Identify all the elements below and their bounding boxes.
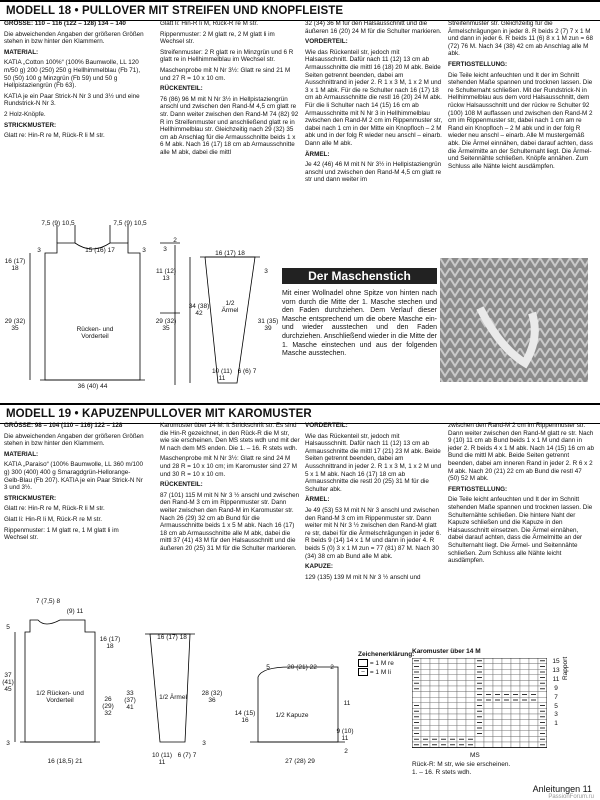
m18-body-label: Rücken- und Vorderteil xyxy=(76,326,114,340)
chart-cell xyxy=(457,658,466,664)
paragraph: KATIA „Paraiso“ (100% Baumwolle, LL 360 m/100 g) 300 (400) 400 g Smaragdgrün-Hellorange-Gelb-Blau (Fb 207). KATIA je ein Paar Strick-N Nr 3 und 3½. xyxy=(4,461,143,492)
paragraph: 129 (135) 139 M mit N Nr 3 ½ anschl und xyxy=(305,573,421,581)
paragraph: Wie das Rückenteil str, jedoch mit Halsausschnitt. Dafür nach 11 (12) 13 cm ab Armausschnitte die mittl 16 (18) 20 M abk. Beide Seiten getrennt beenden, dabei am Ausschnittrand in jeder 2. R 1 x 3 M, 1 x 2 M und 3 x 1 M abk. Für die re Schulter nach 16 (17) 18 cm ab Armausschnitte die restl 16 (20) 24 M abk. Für die li Schulter nach 14 (15) 16 cm ab Armausschnitte mit N Nr 3 in Hellhimmelblau zwischen den Rand-M 2 cm im Rippenmuster str, dabei nach 1 cm in der Mitte ein Knopfloch – 2 M abk und in der folg R wieder neu anschl – einarb. Dann alle M abk. xyxy=(305,48,443,147)
m19-hood-h3: 9 (10) 11 xyxy=(336,728,354,742)
chart-cell xyxy=(502,669,511,675)
m18-dim-lside: 3 xyxy=(37,247,41,254)
chart-cell xyxy=(439,731,448,737)
chart-row-number: 7 xyxy=(554,693,558,701)
chart-cell xyxy=(448,686,457,692)
m19-hood-top: 20 (21) 22 xyxy=(287,664,317,671)
chart-cell xyxy=(475,736,484,742)
chart-cell xyxy=(529,736,538,742)
chart-cell xyxy=(466,708,475,714)
chart-cell xyxy=(538,692,547,698)
chart-cell xyxy=(502,686,511,692)
chart-cell xyxy=(529,669,538,675)
chart-cell xyxy=(421,664,430,670)
chart-cell xyxy=(529,664,538,670)
chart-cell xyxy=(457,708,466,714)
chart-row-number: 13 xyxy=(552,666,560,674)
m18-front-depth: 11 (12) 13 xyxy=(155,268,177,282)
chart-cell xyxy=(412,697,421,703)
chart-cell xyxy=(430,697,439,703)
chart-cell xyxy=(466,669,475,675)
chart-cell xyxy=(439,675,448,681)
chart-cell xyxy=(493,658,502,664)
chart-cell xyxy=(466,725,475,731)
chart-cell xyxy=(502,664,511,670)
chart-cell xyxy=(484,664,493,670)
chart-cell xyxy=(511,736,520,742)
m18-dim-rside: 3 xyxy=(142,247,146,254)
m19-dim-bottom: 16 (18,5) 21 xyxy=(47,758,83,765)
chart-cell xyxy=(421,697,430,703)
chart-cell xyxy=(430,675,439,681)
paragraph: VORDERTEIL: xyxy=(305,38,348,46)
paragraph: Glatt li: Hin-R li M, Rück-R re M str. xyxy=(160,20,258,27)
chart-cell xyxy=(520,731,529,737)
m19-hood-label: 1/2 Kapuze xyxy=(275,712,309,719)
m18-sleeve-len2: 31 (35) 39 xyxy=(257,318,279,332)
paragraph: 32 (34) 36 M für den Halsausschnitt und die äußeren 16 (20) 24 M für die Schulter markieren. xyxy=(305,20,442,35)
m19-dim-arm: 16 (17) 18 xyxy=(99,636,121,650)
chart-row-number: 1 xyxy=(554,720,558,728)
paragraph: Die Teile leicht anfeuchten und It der im Schnitt stehenden Maße spannen und trocknen lassen. Die re Schulternaht schließen. Mit der Rundstrick-N in Hellhimmelblau aus dem vord Halsausschnitt, dem rückw Halsausschnitt und der rückw re Schulter 92 (100) 108 M auffassen und zwischen den Rand-M 2 cm im Rippenmuster str, dabei nach 1 cm am re Rand ein Knopfloch – 2 M abk und in der folg R wieder neu anschl – einarb. Alle M mustergemäß abk. Die Ärmel einnähen, dabei darauf achten, dass die Ärmelmitte an der Schulternaht liegt. Die Ärmel- und Seitennähte schließen. Knöpfe annähen. Zum Schluss alle Nähte leicht ausdämpfen. xyxy=(448,71,593,170)
chart-cell xyxy=(529,731,538,737)
chart-cell xyxy=(457,714,466,720)
m18-column-2 xyxy=(160,20,300,160)
chart-cell xyxy=(466,658,475,664)
m18-dim-top: 7,5 (9) 10,5 xyxy=(41,220,75,227)
chart-cell xyxy=(484,736,493,742)
m19-column-1 xyxy=(4,422,144,545)
m19-dim-depth: 26 (29) 32 xyxy=(102,696,114,717)
chart-cell xyxy=(439,725,448,731)
chart-cell xyxy=(421,708,430,714)
chart-cell xyxy=(430,658,439,664)
chart-cell xyxy=(448,714,457,720)
paragraph: Glatt re: Hin-R re M, Rück-R li M str. xyxy=(4,505,105,513)
legend-row-knit: = 1 M re xyxy=(358,659,406,668)
chart-cell xyxy=(448,703,457,709)
chart-cell xyxy=(439,697,448,703)
legend-row-purl: – = 1 M li xyxy=(358,668,406,677)
chart-cell xyxy=(430,731,439,737)
chart-cell xyxy=(448,664,457,670)
m18-dim-arm: 16 (17) 18 xyxy=(4,258,26,272)
chart-cell xyxy=(421,692,430,698)
chart-cell xyxy=(448,697,457,703)
m19-dim-len: 37 (41) 45 xyxy=(2,672,14,693)
paragraph: GRÖSSE: 98 – 104 (110 – 116) 122 – 128 xyxy=(4,422,123,429)
chart-cell xyxy=(529,720,538,726)
chart-cell xyxy=(466,680,475,686)
chart-cell xyxy=(457,664,466,670)
chart-cell xyxy=(439,703,448,709)
m18-sleeve-rest: 6 (6) 7 xyxy=(237,368,257,375)
paragraph: KATIA „Cotton 100%“ (100% Baumwolle, LL 120 m/50 g) 200 (250) 250 g Hellhimmelblau (Fb 71), 50 (50) 100 g Minzgrün (Fb 59) und 50 g Hellpistaziengrün (Fb 63). xyxy=(4,59,141,90)
chart-cell xyxy=(502,731,511,737)
paragraph: RÜCKENTEIL: xyxy=(160,481,203,489)
chart-cell xyxy=(430,725,439,731)
chart-cell xyxy=(457,692,466,698)
chart-cell xyxy=(529,714,538,720)
purl-symbol-icon: – xyxy=(358,668,368,676)
chart-cell xyxy=(502,736,511,742)
m18-column-3 xyxy=(305,20,443,187)
chart-cell xyxy=(466,720,475,726)
chart-cell xyxy=(511,708,520,714)
chart-cell xyxy=(493,675,502,681)
chart-rapport-label: Rapport xyxy=(562,656,569,680)
chart-cell xyxy=(430,714,439,720)
chart-cell xyxy=(448,731,457,737)
chart-cell xyxy=(493,708,502,714)
chart-cell xyxy=(538,697,547,703)
chart-notes: Rück-R: M str, wie sie erscheinen. 1. – 16. R stets wdh. xyxy=(412,761,511,776)
chart-cell xyxy=(421,725,430,731)
paragraph: Maschenprobe mit N Nr 3½: Glatt re sind 21 M und 27 R = 10 x 10 cm. xyxy=(160,66,291,82)
chart-cell xyxy=(466,686,475,692)
m18-dim-side: 29 (32) 35 xyxy=(4,318,26,332)
chart-cell xyxy=(529,686,538,692)
chart-cell xyxy=(439,692,448,698)
chart-cell xyxy=(520,664,529,670)
paragraph: ÄRMEL: xyxy=(305,150,330,158)
paragraph: Maschenprobe mit N Nr 3½: Glatt re sind 24 M und 28 R = 10 x 10 cm; im Karomuster sind 27 M und 30 R = 10 x 10 cm. xyxy=(160,455,298,478)
chart-cell xyxy=(484,669,493,675)
m19-sleeve-cuff: 10 (11) 11 xyxy=(151,752,173,766)
chart-cell xyxy=(511,731,520,737)
m18-sleeve-len: 34 (38) 42 xyxy=(188,303,210,317)
chart-cell xyxy=(502,708,511,714)
legend-title: Zeichenerklärung: xyxy=(358,651,415,658)
m18-dim-bottom: 36 (40) 44 xyxy=(77,383,108,390)
model18-header: MODELL 18 • PULLOVER MIT STREIFEN UND KNOPFLEISTE xyxy=(0,0,600,21)
m19-hood-five: 5 xyxy=(266,664,270,671)
m19-sleeve-rest: 6 (7) 7 xyxy=(177,752,197,759)
chart-cell xyxy=(448,675,457,681)
chart-cell xyxy=(511,720,520,726)
chart-cell xyxy=(484,675,493,681)
chart-cell xyxy=(439,664,448,670)
chart-cell xyxy=(520,720,529,726)
chart-cell xyxy=(421,675,430,681)
paragraph: zwischen den Rand-M 2 cm im Rippenmuster str. Dann weiter zwischen den Rand-M glatt re str. Nach 9 (10) 11 cm ab Bund beids 1 x 1 M und dann in jeder 2. R beids 4 x 1 M abk. Nach 14 (15) 16 cm ab Bund die mittl M abk. Beide Seiten getrennt beenden, dabei am inneren Rand in jeder 2. R 6 x 2 M abk. Nach 20 (21) 22 cm ab Bund die restl 47 (50) 52 M abk. xyxy=(448,422,594,483)
chart-cell xyxy=(457,725,466,731)
paragraph: Glatt re: Hin-R re M, Rück-R li M str. xyxy=(4,132,105,140)
paragraph: Je 49 (53) 53 M mit N Nr 3 anschl und zwischen den Rand-M 3 cm im Rippenmuster str. Dann weiter mit N Nr 3 ½ zwischen den Rand-M glatt re str, dabei für die Ärmelschrägungen in jeder 6. R beids 9 (14) 14 x 1 M und dann in jeder 4. R beids 5 (0) 3 x 1 M zun = 77 (81) 87 M. Nach 30 (34) 38 cm ab Bund alle M abk. xyxy=(305,506,442,560)
chart-cell xyxy=(511,742,520,748)
m19-sleeve-three: 3 xyxy=(202,740,206,747)
chart-cell xyxy=(493,720,502,726)
karomuster-chart xyxy=(412,658,547,750)
chart-cell xyxy=(520,714,529,720)
chart-cell xyxy=(457,680,466,686)
chart-cell xyxy=(421,714,430,720)
m19-column-3 xyxy=(305,422,443,584)
m18-front-top: 2 xyxy=(173,237,177,244)
chart-cell xyxy=(502,658,511,664)
m19-hood-h: 14 (15) 16 xyxy=(234,710,256,724)
chart-cell xyxy=(430,686,439,692)
chart-cell xyxy=(412,692,421,698)
paragraph: Rippenmuster: 1 M glatt re, 1 M glatt li im Wechsel str. xyxy=(4,526,119,542)
chart-cell xyxy=(421,703,430,709)
chart-cell xyxy=(493,736,502,742)
chart-cell xyxy=(529,703,538,709)
chart-cell xyxy=(439,680,448,686)
chart-cell xyxy=(529,680,538,686)
paragraph: STRICKMUSTER: xyxy=(4,121,57,129)
chart-cell xyxy=(502,714,511,720)
chart-cell xyxy=(511,686,520,692)
chart-cell xyxy=(475,742,484,748)
chart-cell xyxy=(421,680,430,686)
chart-cell xyxy=(484,658,493,664)
paragraph: MATERIAL: xyxy=(4,48,39,56)
chart-cell xyxy=(502,742,511,748)
chart-cell xyxy=(439,686,448,692)
paragraph: ÄRMEL: xyxy=(305,496,330,504)
chart-cell xyxy=(484,703,493,709)
m19-hood-h2: 11 xyxy=(343,700,351,707)
chart-cell xyxy=(457,697,466,703)
paragraph: VORDERTEIL: xyxy=(305,422,348,429)
chart-cell xyxy=(511,675,520,681)
chart-cell xyxy=(529,708,538,714)
chart-cell xyxy=(448,720,457,726)
chart-row-numbers xyxy=(550,658,562,729)
paragraph: Die abweichenden Angaben der größeren Größen stehen in bzw hinter den Klammern. xyxy=(4,30,144,46)
chart-cell xyxy=(493,725,502,731)
chart-cell xyxy=(466,697,475,703)
chart-cell xyxy=(520,669,529,675)
chart-cell xyxy=(502,703,511,709)
chart-cell xyxy=(439,708,448,714)
chart-cell xyxy=(466,731,475,737)
chart-cell xyxy=(484,731,493,737)
chart-cell xyxy=(529,742,538,748)
knit-texture-image xyxy=(440,258,588,382)
chart-cell xyxy=(457,731,466,737)
chart-cell xyxy=(430,692,439,698)
chart-cell xyxy=(511,725,520,731)
chart-cell xyxy=(466,703,475,709)
chart-cell xyxy=(493,686,502,692)
chart-cell xyxy=(520,725,529,731)
m19-dim-three: 3 xyxy=(6,740,10,747)
m19-dim-neck: (9) 11 xyxy=(66,608,84,615)
paragraph: MATERIAL: xyxy=(4,450,39,458)
chart-cell xyxy=(439,669,448,675)
chart-cell xyxy=(502,680,511,686)
chart-cell xyxy=(439,658,448,664)
chart-cell xyxy=(430,703,439,709)
paragraph: Die abweichenden Angaben der größeren Größen stehen in bzw hinter den Klammern. xyxy=(4,432,144,448)
chart-cell xyxy=(520,708,529,714)
paragraph: Je 42 (46) 46 M mit N Nr 3½ in Hellpistaziengrün anschl und zwischen den Rand-M 4,5 cm glatt re str und dann weiter im xyxy=(305,161,442,184)
chart-cell xyxy=(484,714,493,720)
chart-cell xyxy=(421,686,430,692)
m19-dim-five: 5 xyxy=(6,624,10,631)
paragraph: KATIA je ein Paar Strick-N Nr 3 und 3½ und eine Rundstrick-N Nr 3. xyxy=(4,92,140,108)
stitch-photo xyxy=(440,258,588,382)
chart-cell xyxy=(520,675,529,681)
chart-cell xyxy=(493,742,502,748)
chart-cell xyxy=(520,680,529,686)
chart-cell xyxy=(430,708,439,714)
chart-cell xyxy=(484,686,493,692)
m18-column-4 xyxy=(448,20,594,173)
chart-cell xyxy=(493,731,502,737)
chart-cell xyxy=(520,658,529,664)
chart-cell xyxy=(520,686,529,692)
paragraph: 87 (101) 115 M mit N Nr 3 ½ anschl und zwischen den Rand-M 3 cm im Rippenmuster str. Dann weiter zwischen den Rand-M im Karomuster str. Nach 26 (29) 32 cm ab Bund für die Armausschnitte beids 1 x 5 M abk. Nach 16 (17) 18 cm ab Armausschnitte alle M abk, dabei die mittl 37 (41) 43 M für den Halsausschnitt und die äußeren 20 (25) 31 M für die Schulter markieren. xyxy=(160,491,300,552)
chart-cell xyxy=(484,720,493,726)
paragraph: Wie das Rückenteil str, jedoch mit Halsausschnitt. Dafür nach 11 (12) 13 cm ab Armausschnitte die mittl 17 (21) 23 M abk. Beide Seiten getrennt beenden, dabei am Ausschnittrand in jeder 2. R 1 x 3 M, 1 x 2 M und 5 x 1 M abk. Nach 16 (17) 18 cm ab Armausschnitte die restl 20 (25) 31 M für die Schulter abk. xyxy=(305,432,442,493)
chart-row-number: 9 xyxy=(554,684,558,692)
paragraph: RÜCKENTEIL: xyxy=(160,85,203,93)
paragraph: Streifenmuster str. Gleichzeitig für die Ärmelschrägungen in jeder 8. R beids 2 (7) 7 x 1 M und dann in jeder 6. R beids 11 (6) 8 x 1 M zun = 68 (72) 76 M. Nach 34 (38) 42 cm ab Anschlag alle M abk. xyxy=(448,20,593,58)
paragraph: FERTIGSTELLUNG: xyxy=(448,485,508,493)
paragraph: Die Teile leicht anfeuchten und It der im Schnitt stehenden Maße spannen und trocknen lassen. Die Schulternähte schließen. Die hintere Naht der Kapuze schließen und die Kapuze in den Halsausschnitt einsetzen. Die Ärmel einnähen, dabei darauf achten, dass die Ärmelmitte an der Schulternaht liegt. Die Ärmel- und Seitennähte schließen. Zum Schluss alle Nähte leicht ausdämpfen. xyxy=(448,496,593,565)
m19-hood-bottom: 27 (28) 29 xyxy=(285,758,315,765)
m19-sleeve-len: 28 (32) 36 xyxy=(201,690,223,704)
paragraph: 76 (86) 96 M mit N Nr 3½ in Hellpistaziengrün anschl und zwischen den Rand-M 4,5 cm glatt re str. Dann weiter zwischen den Rand-M 74 (82) 92 R im Streifenmuster und anschließend glatt re in Hellhimmelblau str. Gleichzeitig nach 29 (32) 35 cm ab Anschlag für die Armausschnitte beids 1 x 6 M abk. Nach 16 (17) 18 cm ab Armausschnitte alle M abk, dabei die mittl xyxy=(160,95,299,156)
chart-cell xyxy=(484,708,493,714)
paragraph: Karomuster über 14 M: It Strickschrift str. Es sind die Hin-R gezeichnet, in den Rück-R die M str, wie sie erscheinen. Den MS stets wdh und mit der M nach dem MS enden. Die 1. – 16. R stets wdh. xyxy=(160,422,300,452)
chart-cell xyxy=(529,675,538,681)
knit-symbol-icon xyxy=(358,659,368,667)
m19-hood-two2: 2 xyxy=(344,748,348,755)
chart-row-number: 5 xyxy=(554,702,558,710)
chart-cell xyxy=(448,680,457,686)
chart-row-number: 3 xyxy=(554,711,558,719)
stitch-title: Der Maschenstich xyxy=(282,268,437,284)
m19-column-4 xyxy=(448,422,594,568)
paragraph: Glatt li: Hin-R li M, Rück-R re M str. xyxy=(4,515,102,523)
chart-title: Karomuster über 14 M xyxy=(412,648,481,655)
chart-cell xyxy=(484,680,493,686)
chart-cell xyxy=(466,664,475,670)
page-footer: Anleitungen 11 xyxy=(532,784,592,794)
chart-cell xyxy=(457,686,466,692)
legend xyxy=(358,650,415,677)
chart-cell xyxy=(430,664,439,670)
m19-sleeve-label: 1/2 Ärmel xyxy=(159,694,187,701)
chart-cell xyxy=(520,742,529,748)
chart-cell xyxy=(493,714,502,720)
chart-cell xyxy=(421,731,430,737)
chart-cell xyxy=(448,692,457,698)
chart-cell xyxy=(466,675,475,681)
chart-cell xyxy=(448,658,457,664)
chart-cell xyxy=(493,664,502,670)
m18-sleeve-cuff: 10 (11) 11 xyxy=(211,368,233,382)
chart-cell xyxy=(484,725,493,731)
m18-dim-neck: 15 (16) 17 xyxy=(85,247,115,254)
m19-dim-len2: 33 (37) 41 xyxy=(124,690,136,711)
chart-cell xyxy=(448,725,457,731)
m18-sleeve-top: 3 xyxy=(264,268,268,275)
m18-front-side: 29 (32) 35 xyxy=(155,318,177,332)
m19-hood-two: 2 xyxy=(330,664,334,671)
watermark: PassionForum.ru xyxy=(548,794,594,800)
chart-cell xyxy=(520,736,529,742)
chart-cell xyxy=(466,692,475,698)
m18-column-1 xyxy=(4,20,144,143)
paragraph: 2 Holz-Knöpfe. xyxy=(4,110,46,118)
chart-cell xyxy=(421,658,430,664)
chart-cell xyxy=(430,720,439,726)
chart-ms-label: MS xyxy=(470,752,480,759)
paragraph: KAPUZE: xyxy=(305,563,333,571)
chart-cell xyxy=(457,703,466,709)
chart-cell xyxy=(457,720,466,726)
chart-cell xyxy=(529,725,538,731)
chart-row-number: 11 xyxy=(552,675,560,683)
paragraph: Rippenmuster: 2 M glatt re, 2 M glatt li im Wechsel str. xyxy=(160,30,275,46)
stitch-text: Mit einer Wollnadel ohne Spitze von hinten nach vorn durch die Mitte der 1. Masche stechen und den Faden durchziehen. Dem Verlauf dieser Masche entsprechend um die obere Masche ein- und wieder ausstechen und den Faden durchziehen. Anschließend wieder in die Mitte der 1. Masche einstechen und aus der folgenden Masche ausstechen. xyxy=(282,290,437,358)
chart-cell xyxy=(511,703,520,709)
paragraph: STRICKMUSTER: xyxy=(4,494,57,502)
chart-cell xyxy=(493,703,502,709)
chart-cell xyxy=(502,720,511,726)
chart-cell xyxy=(484,742,493,748)
model19-header: MODELL 19 • KAPUZENPULLOVER MIT KAROMUSTER xyxy=(0,403,600,424)
m19-sleeve-width: 16 (17) 18 xyxy=(157,634,187,641)
chart-cell xyxy=(448,669,457,675)
m19-schematic xyxy=(0,592,360,767)
chart-cell xyxy=(457,675,466,681)
chart-cell xyxy=(511,680,520,686)
chart-cell xyxy=(439,720,448,726)
m18-sleeve-width: 16 (17) 18 xyxy=(215,250,245,257)
m19-column-2 xyxy=(160,422,300,556)
paragraph: Streifenmuster: 2 R glatt re in Minzgrün und 6 R glatt re in Hellhimmelblau im Wechsel str. xyxy=(160,48,294,64)
paragraph: GRÖSSE: 110 – 116 (122 – 128) 134 – 140 xyxy=(4,20,126,27)
chart-cell xyxy=(511,714,520,720)
chart-cell xyxy=(502,675,511,681)
chart-cell xyxy=(457,669,466,675)
chart-cell xyxy=(520,703,529,709)
chart-cell xyxy=(511,658,520,664)
chart-cell xyxy=(511,664,520,670)
chart-cell xyxy=(529,658,538,664)
chart-cell xyxy=(502,725,511,731)
m19-dim-top: 7 (7,5) 8 xyxy=(35,598,61,605)
chart-cell xyxy=(493,680,502,686)
m18-sleeve-label: 1/2 Ärmel xyxy=(221,300,239,314)
chart-cell xyxy=(493,669,502,675)
chart-cell xyxy=(421,720,430,726)
chart-cell xyxy=(430,680,439,686)
chart-cell xyxy=(511,669,520,675)
chart-cell xyxy=(430,669,439,675)
chart-cell xyxy=(421,669,430,675)
chart-row-number: 15 xyxy=(552,658,560,665)
m18-front-k3: 3 xyxy=(163,246,167,253)
chart-cell xyxy=(439,714,448,720)
m19-body-label: 1/2 Rücken- und Vorderteil xyxy=(36,690,84,704)
paragraph: FERTIGSTELLUNG: xyxy=(448,60,508,68)
chart-cell xyxy=(466,714,475,720)
chart-cell xyxy=(448,708,457,714)
m18-dim-top-right: 7,5 (9) 10,5 xyxy=(113,220,147,227)
